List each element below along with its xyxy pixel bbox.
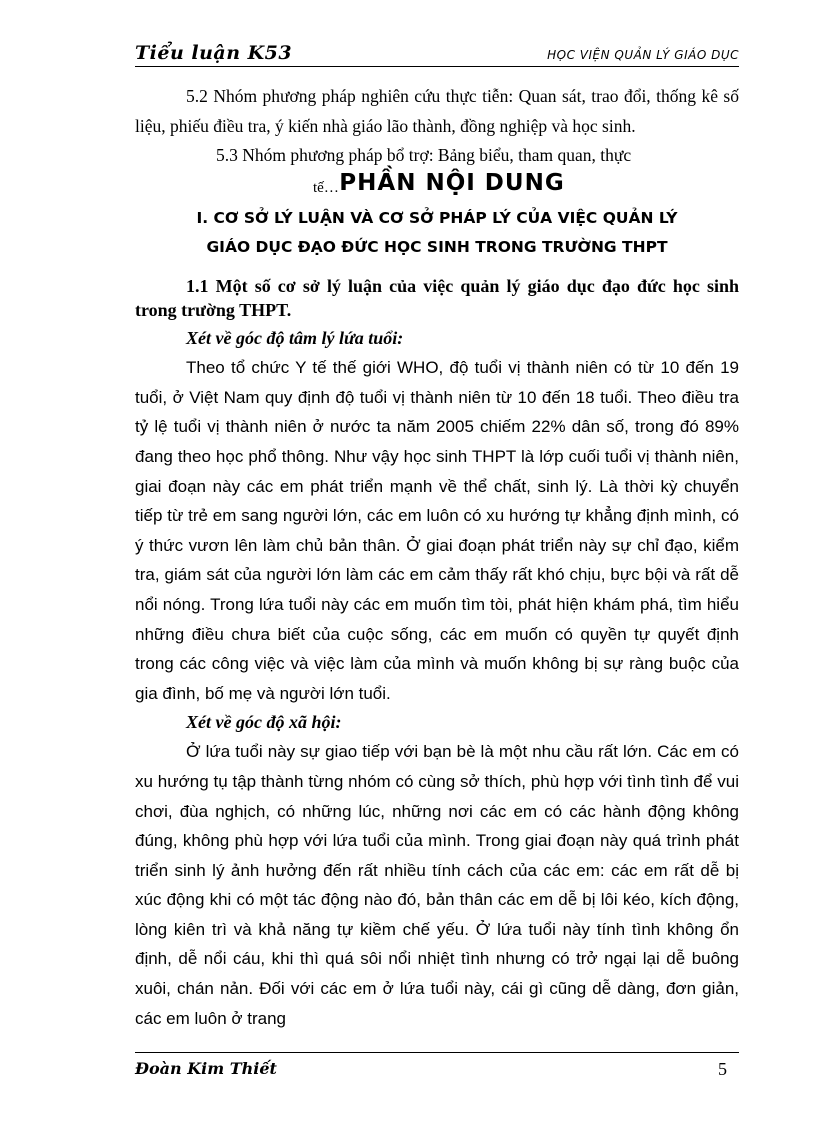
page-body [135,82,739,1033]
subsection-heading: 1.1 Một số cơ sở lý luận của việc quản lý giáo dục đạo đức học sinh trong trường THPT. [135,276,739,321]
title-row [135,170,739,204]
page-number: 5 [718,1059,727,1079]
page-header [135,40,739,67]
paragraph-method-5-2: 5.2 Nhóm phương pháp nghiên cứu thực tiễn: Quan sát, trao đổi, thống kê số liệu, phiếu điều tra, ý kiến nhà giáo lão thành, đồng nghiệp và học sinh. [135,86,739,136]
paragraph-method-5-3-end: tế… [313,180,339,197]
footer-author: Đoàn Kim Thiết [135,1059,277,1078]
header-institution: HỌC VIỆN QUẢN LÝ GIÁO DỤC [547,48,739,62]
paragraph-method-5-3: 5.3 Nhóm phương pháp bổ trợ: Bảng biểu, tham quan, thực [216,145,632,166]
social-paragraph: Ở lứa tuổi này sự giao tiếp với bạn bè là một nhu cầu rất lớn. Các em có xu hướng tụ tập thành từng nhóm có cùng sở thích, phù hợp với tình tình để vui chơi, đùa nghịch, có những lúc, những nơi các em có các hành động không đúng, không phù hợp với lứa tuổi của mình. Trong giai đoạn này quá trình phát triển sinh lý ảnh hưởng đến rất nhiều tính cách của các em: các em rất dễ bị xúc động khi có một tác động nào đó, bản thân các em dễ bị lôi kéo, kích động, lòng kiên trì và khả năng tự kiềm chế yếu. Ở lứa tuổi này tính tình không ổn định, dễ nổi cáu, khi thì quá sôi nổi nhiệt tình nhưng có trở ngại lại dễ buông xuôi, chán nản. Đối với các em ở lứa tuổi này, cái gì cũng dễ dàng, đơn giản, các em luôn ở trang [135,742,739,1028]
social-heading: Xét về góc độ xã hội: [186,712,342,733]
page-footer [135,1052,739,1085]
section-heading-line-2: GIÁO DỤC ĐẠO ĐỨC HỌC SINH TRONG TRƯỜNG THPT [206,238,668,257]
page-title: PHẦN NỘI DUNG [339,170,565,197]
section-heading-line-1: I. CƠ SỞ LÝ LUẬN VÀ CƠ SỞ PHÁP LÝ CỦA VIỆC QUẢN LÝ [196,209,678,228]
psych-paragraph: Theo tổ chức Y tế thế giới WHO, độ tuổi vị thành niên có từ 10 đến 19 tuổi, ở Việt Nam quy định độ tuổi vị thành niên từ 10 đến 18 tuổi. Theo điều tra tỷ lệ tuổi vị thành niên ở nước ta năm 2005 chiếm 22% dân số, trong đó 89% đang theo học phổ thông. Như vậy học sinh THPT là lớp cuối tuổi vị thành niên, giai đoạn này các em phát triển mạnh về thể chất, sinh lý. Là thời kỳ chuyển tiếp từ trẻ em sang người lớn, các em luôn có xu hướng tự khẳng định mình, có ý thức vươn lên làm chủ bản thân. Ở giai đoạn phát triển này sự chỉ đạo, kiểm tra, giám sát của người lớn làm các em cảm thấy rất khó chịu, bực bội và rất dễ nổi nóng. Trong lứa tuổi này các em muốn tìm tòi, phát hiện khám phá, tìm hiểu những điều chưa biết của cuộc sống, các em muốn có quyền tự quyết định trong các công việc và việc làm của mình và muốn không bị sự ràng buộc của gia đình, bố mẹ và người lớn tuổi. [135,358,739,703]
psych-heading: Xét về góc độ tâm lý lứa tuổi: [186,328,404,349]
header-title: Tiểu luận K53 [135,42,293,64]
